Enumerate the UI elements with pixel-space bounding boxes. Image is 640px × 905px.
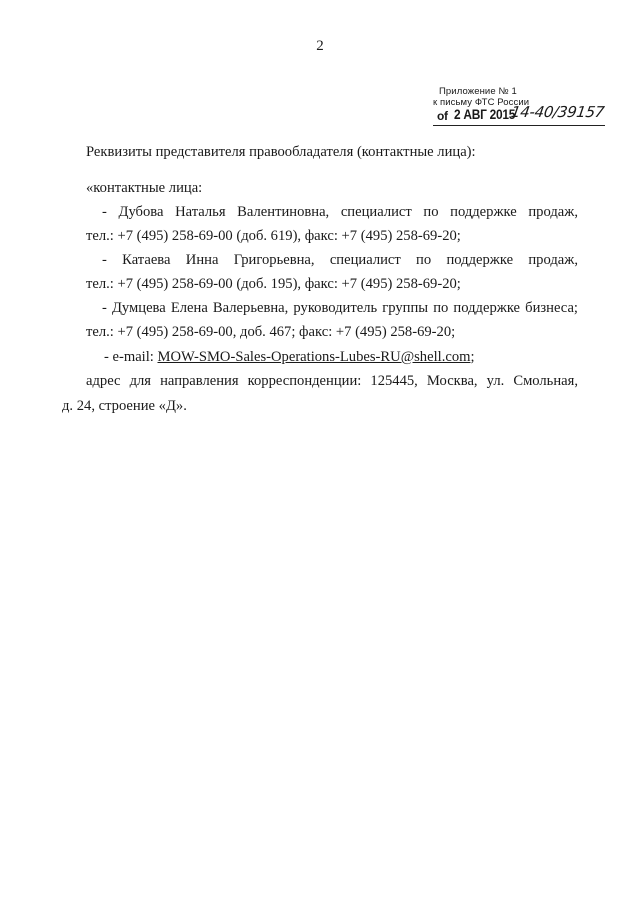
email-line (104, 348, 475, 366)
page-number: 2 (316, 38, 324, 54)
appendix-letter-ref: к письму ФТС России (433, 97, 530, 108)
intro-text: «контактные лица: (86, 180, 203, 196)
contact-1-name: - Дубова Наталья Валентиновна, специалист по поддержке продаж, (102, 204, 578, 220)
heading: Реквизиты представителя правообладателя (контактные лица): (86, 144, 476, 160)
contact-2-name: - Катаева Инна Григорьевна, специалист по поддержке продаж, (102, 252, 578, 268)
appendix-number: 14-40/39157 (509, 103, 606, 121)
contact-2-phones: тел.: +7 (495) 258-69-00 (доб. 195), факс: +7 (495) 258-69-20; (86, 276, 461, 292)
address-line-2: д. 24, строение «Д». (62, 398, 187, 414)
appendix-of: of (437, 109, 448, 123)
appendix-stamp (433, 86, 633, 127)
email-prefix: - e-mail: (104, 349, 158, 365)
appendix-registration (433, 103, 633, 127)
appendix-title: Приложение № 1 (439, 86, 517, 97)
appendix-underline (433, 125, 605, 126)
appendix-date: 2 АВГ 2015 (454, 106, 516, 122)
email-link[interactable]: MOW-SMO-Sales-Operations-Lubes-RU@shell.com (157, 349, 471, 365)
address-line-1: адрес для направления корреспонденции: 125445, Москва, ул. Смольная, (86, 373, 578, 389)
contact-3-phones: тел.: +7 (495) 258-69-00, доб. 467; факс: +7 (495) 258-69-20; (86, 324, 456, 340)
email-suffix: ; (470, 349, 475, 365)
contact-1-phones: тел.: +7 (495) 258-69-00 (доб. 619), факс: +7 (495) 258-69-20; (86, 228, 461, 244)
contact-3-name: - Думцева Елена Валерьевна, руководитель группы по поддержке бизнеса; (102, 300, 578, 316)
